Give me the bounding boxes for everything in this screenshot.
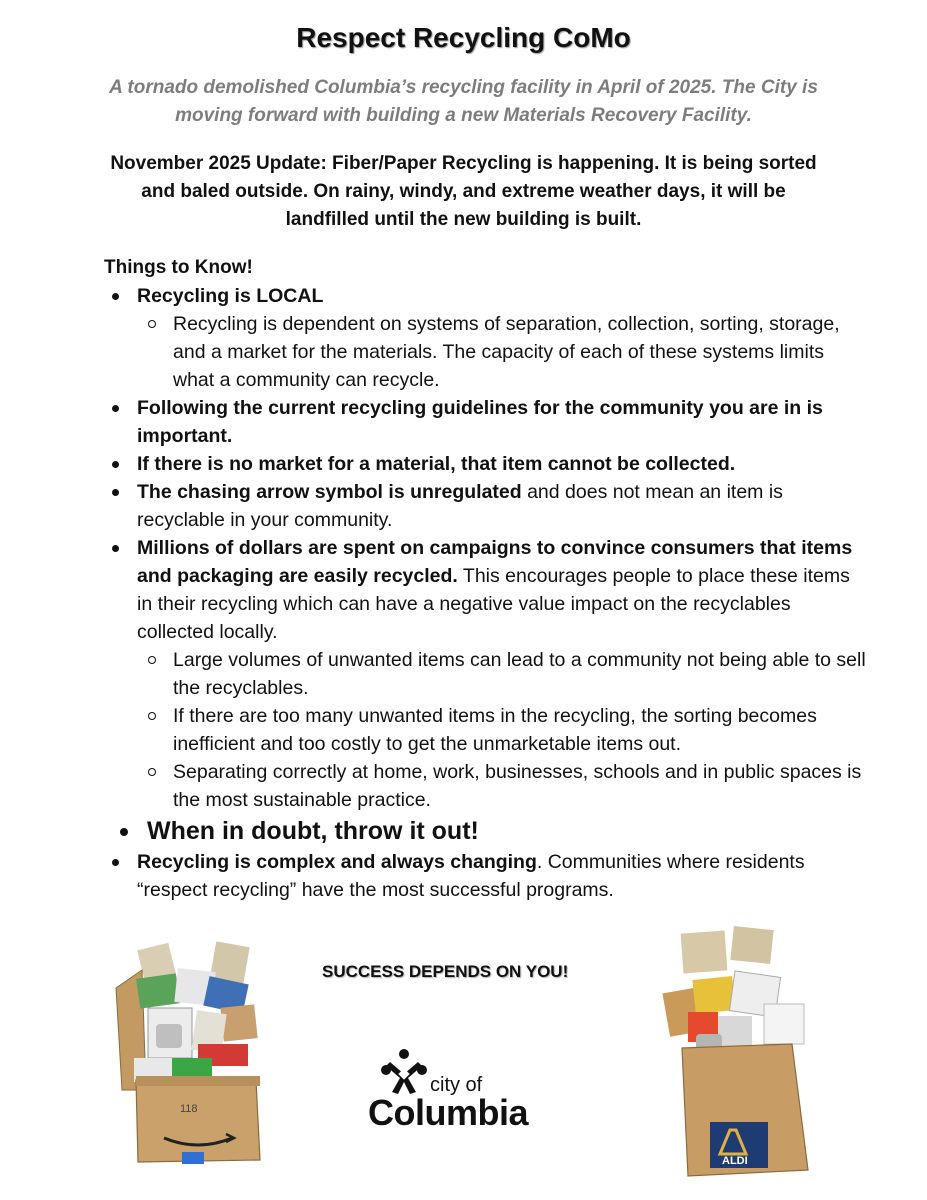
item-bold-text: Following the current recycling guidelines for the community you are in is important. bbox=[137, 397, 823, 447]
recycling-bag-photo bbox=[652, 926, 822, 1182]
bag-brand-label: ALDI bbox=[722, 1155, 748, 1167]
item-text: This encourages people to place these items in their recycling which can have a negative value impact on the recyclables collected locally. bbox=[137, 565, 850, 643]
sub-list-item: Recycling is dependent on systems of separation, collection, sorting, storage, and a market for the materials. The capacity of each of these systems limits what a community can recycle. bbox=[137, 310, 868, 394]
when-in-doubt-text: When in doubt, throw it out! bbox=[147, 817, 479, 845]
things-to-know-heading: Things to Know! bbox=[104, 257, 253, 278]
success-text: SUCCESS DEPENDS ON YOU! bbox=[322, 962, 569, 981]
page-title: Respect Recycling CoMo bbox=[296, 22, 631, 53]
list-item bbox=[108, 534, 868, 814]
logo-columbia-text: Columbia bbox=[368, 1092, 529, 1133]
city-of-columbia-logo bbox=[368, 1048, 538, 1138]
list-item bbox=[108, 394, 868, 450]
logo-city-of-text: city of bbox=[430, 1074, 483, 1096]
item-bold-text: Millions of dollars are spent on campaigns to convince consumers that items and packaging are easily recycled. bbox=[137, 537, 853, 587]
intro-text: A tornado demolished Columbia’s recycling facility in April of 2025. The City is moving forward with building a new Materials Recovery Facility. bbox=[109, 77, 818, 126]
box-label: 118 bbox=[180, 1103, 198, 1115]
recycling-box-photo bbox=[112, 940, 280, 1172]
item-text: . Communities where residents “respect recycling” have the most successful programs. bbox=[137, 851, 805, 901]
list-item bbox=[108, 450, 868, 478]
list-item bbox=[108, 848, 868, 904]
list-item bbox=[108, 814, 868, 848]
sub-list-item: If there are too many unwanted items in the recycling, the sorting becomes inefficient and too costly to get the unmarketable items out. bbox=[137, 702, 868, 758]
things-to-know-list bbox=[108, 282, 868, 904]
city-figures-icon bbox=[380, 1048, 428, 1096]
item-bold-text: If there is no market for a material, that item cannot be collected. bbox=[137, 453, 736, 475]
sub-list bbox=[137, 310, 868, 394]
update-notice: November 2025 Update: Fiber/Paper Recycling is happening. It is being sorted and baled outside. On rainy, windy, and extreme weather days, it will be landfilled until the new building is built. bbox=[110, 153, 817, 230]
list-item bbox=[108, 478, 868, 534]
list-item bbox=[108, 282, 868, 394]
item-bold-text: Recycling is complex and always changing bbox=[137, 851, 537, 873]
item-bold-text: Recycling is LOCAL bbox=[137, 285, 324, 307]
sub-list-item: Separating correctly at home, work, businesses, schools and in public spaces is the most sustainable practice. bbox=[137, 758, 868, 814]
item-bold-text: The chasing arrow symbol is unregulated bbox=[137, 481, 522, 503]
item-text: and does not mean an item is recyclable in your community. bbox=[137, 481, 783, 531]
sub-list-item: Large volumes of unwanted items can lead to a community not being able to sell the recyclables. bbox=[137, 646, 868, 702]
sub-list bbox=[137, 646, 868, 814]
